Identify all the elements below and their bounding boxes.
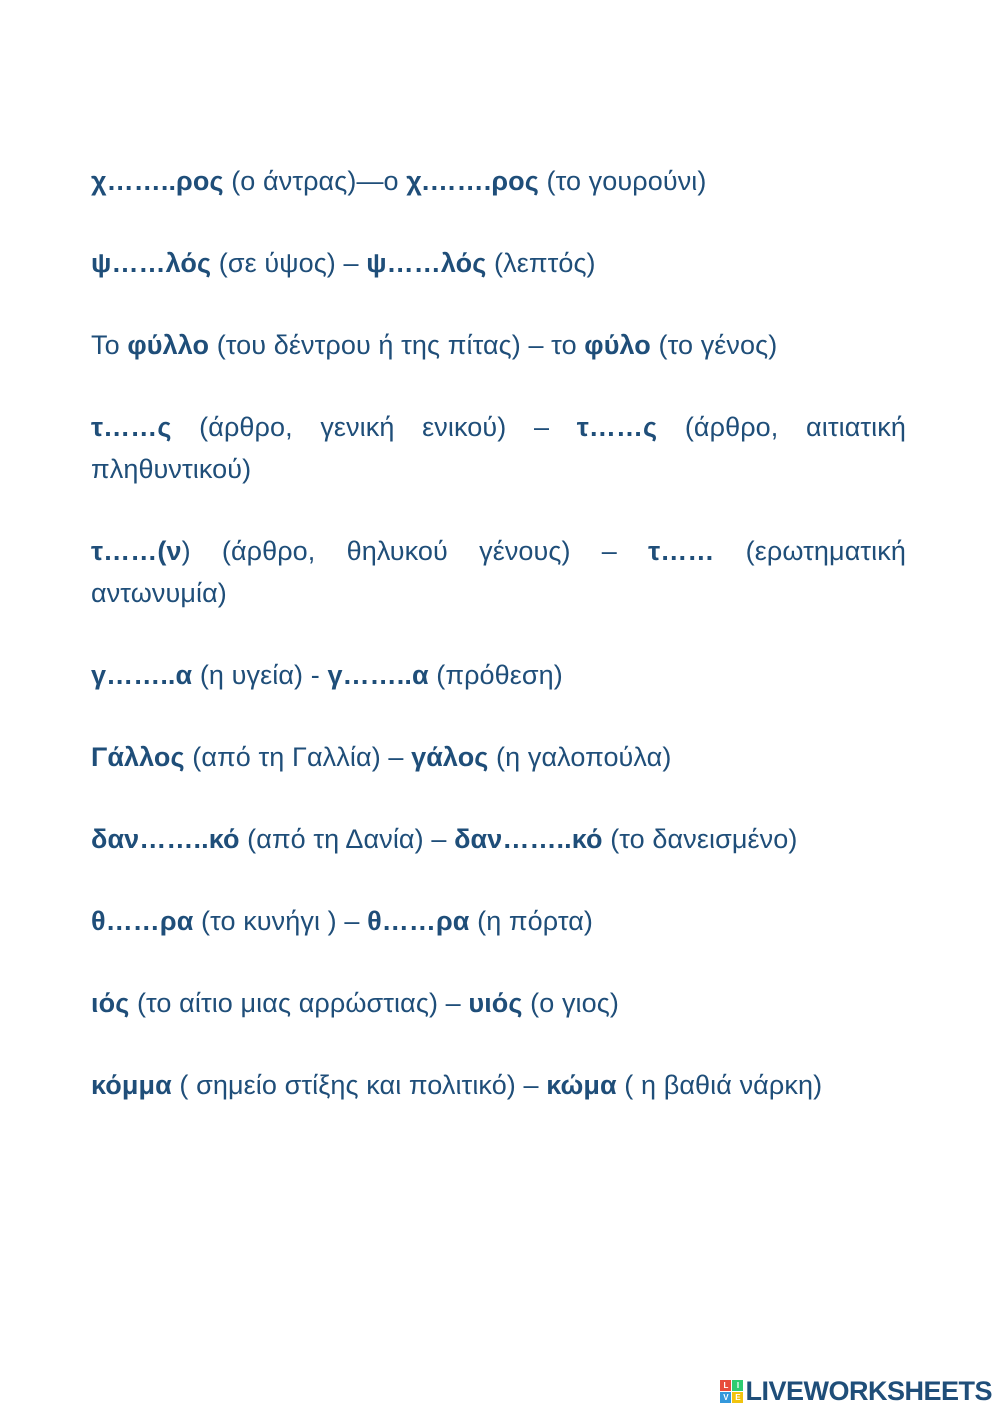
meaning-2: (άρθρο, αιτιατική πληθυντικού) <box>91 412 906 484</box>
word-2: κώμα <box>546 1070 617 1100</box>
meaning-1: (το αίτιο μιας αρρώστιας) – <box>129 988 469 1018</box>
meaning-2: (το γουρούνι) <box>538 166 707 196</box>
word-2: ψ……λός <box>366 248 487 278</box>
word-1: γ……..α <box>91 660 193 690</box>
meaning-2: (το δανεισμένο) <box>602 824 798 854</box>
logo-square: L <box>720 1380 731 1391</box>
word-pair-line <box>91 900 906 942</box>
word-pair-line <box>91 242 906 284</box>
logo-icon <box>720 1380 743 1403</box>
logo-square: I <box>732 1380 743 1391</box>
meaning-2: ( η βαθιά νάρκη) <box>616 1070 823 1100</box>
word-pair-line <box>91 324 906 366</box>
meaning-1: ) (άρθρο, θηλυκού γένους) – <box>181 536 649 566</box>
article: Το <box>91 330 128 360</box>
meaning-2: (ερωτηματική αντωνυμία) <box>91 536 906 608</box>
word-1: ψ……λός <box>91 248 212 278</box>
meaning-2: (λεπτός) <box>486 248 596 278</box>
meaning-2: (το γένος) <box>650 330 778 360</box>
meaning-1: (άρθρο, γενική ενικού) – <box>171 412 577 442</box>
meaning-1: (το κυνήγι ) – <box>193 906 368 936</box>
word-2: θ……ρα <box>367 906 470 936</box>
word-2: γ……..α <box>327 660 429 690</box>
worksheet-content <box>91 160 906 1146</box>
word-1: φύλλο <box>127 330 210 360</box>
meaning-1: (από τη Γαλλία) – <box>184 742 412 772</box>
logo-text: LIVEWORKSHEETS <box>745 1376 992 1406</box>
word-pair-line <box>91 530 906 614</box>
meaning-1: (η υγεία) - <box>192 660 328 690</box>
meaning-1: ( σημείο στίξης και πολιτικό) – <box>171 1070 547 1100</box>
word-1: τ……(ν <box>91 536 182 566</box>
word-1: τ……ς <box>91 412 172 442</box>
word-1: ιός <box>91 988 130 1018</box>
word-1: θ……ρα <box>91 906 194 936</box>
meaning-2: (η γαλοπούλα) <box>488 742 672 772</box>
meaning-2: (η πόρτα) <box>469 906 594 936</box>
meaning-1: (από τη Δανία) – <box>239 824 455 854</box>
word-pair-line <box>91 654 906 696</box>
word-2: γάλος <box>411 742 489 772</box>
word-1: χ……..ρος <box>91 166 224 196</box>
word-2: υιός <box>468 988 523 1018</box>
word-2: φύλο <box>584 330 651 360</box>
word-2: χ.…….ρος <box>406 166 539 196</box>
word-pair-line <box>91 982 906 1024</box>
word-2: τ…… <box>648 536 715 566</box>
word-2: τ……ς <box>576 412 658 442</box>
logo-square: E <box>732 1392 743 1403</box>
meaning-1: (του δέντρου ή της πίτας) – το <box>209 330 585 360</box>
meaning-2: (πρόθεση) <box>428 660 563 690</box>
word-pair-line <box>91 406 906 490</box>
word-1: κόμμα <box>91 1070 172 1100</box>
word-pair-line <box>91 1064 906 1106</box>
meaning-1: (ο άντρας)—ο <box>223 166 407 196</box>
meaning-1: (σε ύψος) – <box>211 248 367 278</box>
logo-square: V <box>720 1392 731 1403</box>
word-pair-line <box>91 818 906 860</box>
word-2: δαν……..κό <box>454 824 603 854</box>
word-1: Γάλλος <box>91 742 185 772</box>
meaning-2: (ο γιος) <box>522 988 619 1018</box>
word-pair-line <box>91 736 906 778</box>
word-1: δαν……..κό <box>91 824 240 854</box>
liveworksheets-logo <box>720 1376 992 1407</box>
word-pair-line <box>91 160 906 202</box>
